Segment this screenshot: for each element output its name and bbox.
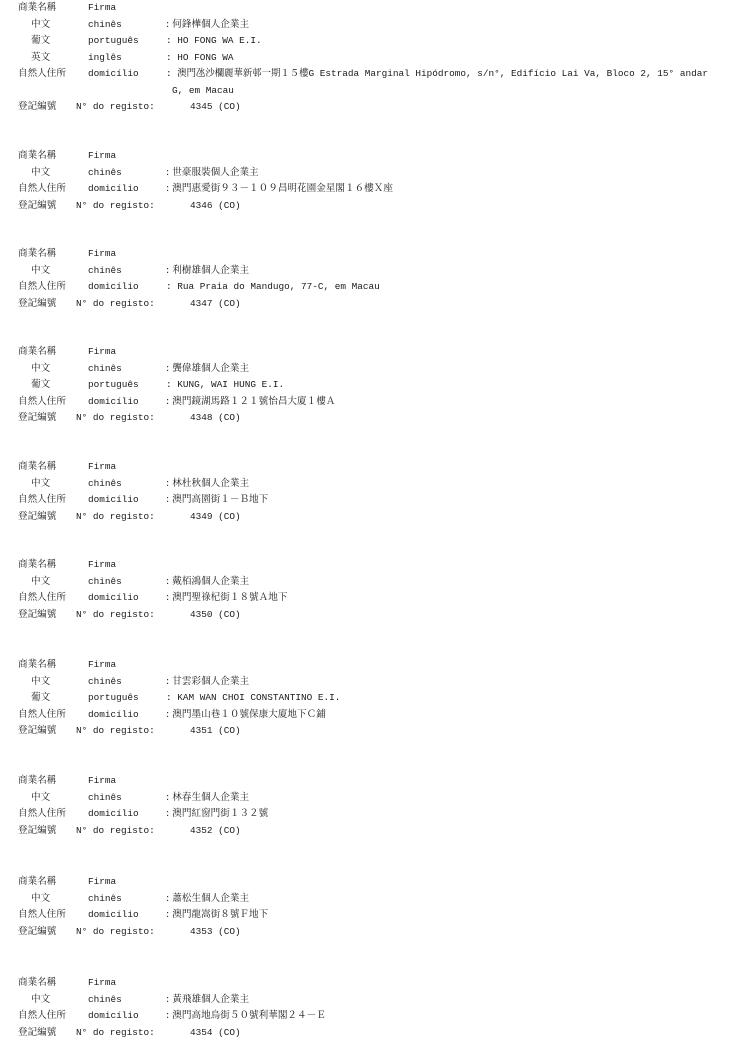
portuguese-label-pt: português — [88, 35, 139, 46]
chinese-label-zh: 中文 — [31, 675, 51, 687]
domicile-label-pt: domicílio — [88, 592, 139, 603]
domicile-label-zh: 自然人住所 — [18, 592, 66, 603]
registry-entry — [18, 459, 718, 525]
registry-number-value: 4349 (CO) — [190, 510, 241, 522]
chinese-label-pt: chinês — [88, 362, 122, 374]
chinese-label-zh: 中文 — [31, 892, 51, 904]
chinese-label-pt: chinês — [88, 892, 122, 904]
chinese-label-zh: 中文 — [31, 166, 51, 178]
domicile-label-pt: domicílio — [88, 183, 139, 194]
domicile-row — [18, 1008, 718, 1025]
trade-name-label-zh: 商業名稱 — [18, 876, 57, 887]
chinese-label-zh: 中文 — [31, 18, 51, 30]
registry-label-pt: N° do registo: — [76, 199, 155, 211]
trade-name-label-zh: 商業名稱 — [18, 659, 57, 670]
domicile-row — [18, 181, 718, 198]
portuguese-name-value: : HO FONG WA E.I. — [166, 35, 262, 46]
chinese-name-value: : 林春生個人企業主 — [166, 791, 250, 803]
domicile-label-zh: 自然人住所 — [18, 909, 66, 920]
domicile-label-pt: domicílio — [88, 808, 139, 819]
registry-label-pt: N° do registo: — [76, 297, 155, 309]
trade-name-label-pt: Firma — [88, 775, 117, 786]
portuguese-name-value: : KAM WAN CHOI CONSTANTINO E.I. — [166, 692, 341, 703]
trade-name-label-pt: Firma — [88, 461, 117, 472]
trade-name-label-zh: 商業名稱 — [18, 559, 57, 570]
registry-entry — [18, 246, 718, 312]
registry-label-zh: 登記編號 — [18, 412, 57, 423]
chinese-name-value: : 世豪服裝個人企業主 — [166, 166, 259, 178]
domicile-label-zh: 自然人住所 — [18, 494, 66, 505]
registry-label-zh: 登記編號 — [18, 725, 57, 736]
chinese-name-value: : 林杜秋個人企業主 — [166, 477, 250, 489]
domicile-label-zh: 自然人住所 — [18, 68, 66, 79]
registry-label-zh: 登記編號 — [18, 1026, 57, 1038]
portuguese-name-row — [18, 690, 718, 707]
trade-name-label-zh: 商業名稱 — [18, 775, 57, 786]
trade-name-label-pt: Firma — [88, 559, 117, 570]
registry-number-value: 4354 (CO) — [190, 1026, 241, 1038]
domicile-row — [18, 707, 718, 724]
domicile-label-pt: domicílio — [88, 494, 139, 505]
trade-name-label-zh: 商業名稱 — [18, 2, 57, 13]
english-label-zh: 英文 — [31, 51, 51, 63]
registry-label-pt: N° do registo: — [76, 608, 155, 620]
registry-number-value: 4352 (CO) — [190, 824, 241, 836]
registry-number-row — [18, 99, 718, 116]
registry-entry — [18, 874, 718, 940]
domicile-label-pt: domicílio — [88, 909, 139, 920]
domicile-value: : 澳門高地烏街５０號利華閣２４－Ｅ — [166, 1010, 326, 1021]
domicile-label-pt: domicílio — [88, 68, 139, 79]
chinese-label-pt: chinês — [88, 166, 122, 178]
trade-name-label-pt: Firma — [88, 248, 117, 259]
trade-name-header-row — [18, 148, 718, 165]
registry-number-value: 4350 (CO) — [190, 608, 241, 620]
registry-number-value: 4351 (CO) — [190, 725, 241, 736]
domicile-value: : 澳門高園街１－Ｂ地下 — [166, 494, 269, 505]
chinese-name-row — [18, 891, 718, 908]
registry-label-zh: 登記編號 — [18, 101, 57, 112]
chinese-label-zh: 中文 — [31, 575, 51, 587]
domicile-label-zh: 自然人住所 — [18, 1010, 66, 1021]
chinese-name-value: : 蕭松生個人企業主 — [166, 892, 250, 904]
chinese-label-pt: chinês — [88, 791, 122, 803]
trade-name-label-pt: Firma — [88, 2, 117, 13]
portuguese-label-pt: português — [88, 692, 139, 703]
registry-number-value: 4345 (CO) — [190, 101, 241, 112]
domicile-value: : 澳門龍嵩街８號Ｆ地下 — [166, 909, 269, 920]
portuguese-label-pt: português — [88, 379, 139, 390]
portuguese-label-zh: 葡文 — [31, 379, 51, 390]
registry-number-row — [18, 198, 718, 215]
chinese-name-row — [18, 674, 718, 691]
portuguese-label-zh: 葡文 — [31, 692, 51, 703]
trade-name-header-row — [18, 773, 718, 790]
registry-entry — [18, 657, 718, 740]
chinese-label-zh: 中文 — [31, 791, 51, 803]
english-name-value: : HO FONG WA — [166, 51, 234, 63]
registry-entry — [18, 0, 718, 116]
registry-number-row — [18, 723, 718, 740]
registry-label-zh: 登記編號 — [18, 925, 57, 937]
trade-name-label-zh: 商業名稱 — [18, 248, 57, 259]
trade-name-label-zh: 商業名稱 — [18, 150, 57, 161]
registry-label-pt: N° do registo: — [76, 1026, 155, 1038]
chinese-name-row — [18, 574, 718, 591]
registry-label-pt: N° do registo: — [76, 101, 155, 112]
chinese-name-row — [18, 361, 718, 378]
domicile-label-pt: domicílio — [88, 708, 139, 720]
chinese-name-value: : 甘雲彩個人企業主 — [166, 675, 250, 687]
trade-name-label-zh: 商業名稱 — [18, 346, 57, 357]
registry-number-row — [18, 1025, 718, 1042]
chinese-name-value: : 黃飛雄個人企業主 — [166, 993, 250, 1005]
chinese-name-value: : 戴栢鴻個人企業主 — [166, 575, 250, 587]
trade-name-header-row — [18, 246, 718, 263]
chinese-label-zh: 中文 — [31, 362, 51, 374]
portuguese-name-row — [18, 33, 718, 50]
chinese-name-value: : 龔偉雄個人企業主 — [166, 362, 250, 374]
registry-number-row — [18, 607, 718, 624]
trade-name-label-pt: Firma — [88, 876, 117, 887]
registry-label-pt: N° do registo: — [76, 725, 155, 736]
registry-label-zh: 登記編號 — [18, 510, 57, 522]
trade-name-header-row — [18, 975, 718, 992]
trade-name-label-pt: Firma — [88, 150, 117, 161]
chinese-label-pt: chinês — [88, 675, 122, 687]
registry-entry — [18, 344, 718, 427]
chinese-label-pt: chinês — [88, 264, 122, 276]
chinese-name-row — [18, 17, 718, 34]
chinese-label-zh: 中文 — [31, 993, 51, 1005]
domicile-label-zh: 自然人住所 — [18, 281, 66, 292]
domicile-label-zh: 自然人住所 — [18, 183, 66, 194]
domicile-value: : 澳門紅窗門街１３２號 — [166, 808, 269, 819]
registry-number-value: 4353 (CO) — [190, 925, 241, 937]
registry-label-zh: 登記編號 — [18, 199, 57, 211]
registry-entry — [18, 557, 718, 623]
portuguese-name-row — [18, 377, 718, 394]
domicile-label-pt: domicílio — [88, 395, 139, 407]
registry-label-zh: 登記編號 — [18, 824, 57, 836]
domicile-row — [18, 279, 718, 296]
trade-name-label-pt: Firma — [88, 659, 117, 670]
chinese-label-zh: 中文 — [31, 264, 51, 276]
registry-number-value: 4347 (CO) — [190, 297, 241, 309]
domicile-value: : Rua Praia do Mandugo, 77-C, em Macau — [166, 281, 380, 292]
registry-number-value: 4346 (CO) — [190, 199, 241, 211]
portuguese-name-value: : KUNG, WAI HUNG E.I. — [166, 379, 285, 390]
domicile-row — [18, 492, 718, 509]
domicile-label-pt: domicílio — [88, 1010, 139, 1021]
domicile-value: : 澳門鏡湖馬路１２１號怡昌大廈１樓Ａ — [166, 395, 336, 407]
trade-name-label-zh: 商業名稱 — [18, 461, 57, 472]
chinese-label-pt: chinês — [88, 477, 122, 489]
registry-label-pt: N° do registo: — [76, 510, 155, 522]
registry-number-row — [18, 823, 718, 840]
english-name-row — [18, 50, 718, 67]
trade-name-header-row — [18, 0, 718, 17]
registry-label-zh: 登記編號 — [18, 608, 57, 620]
trade-name-label-pt: Firma — [88, 977, 117, 988]
chinese-label-pt: chinês — [88, 575, 122, 587]
domicile-label-zh: 自然人住所 — [18, 395, 66, 407]
domicile-row — [18, 806, 718, 823]
domicile-label-pt: domicílio — [88, 281, 139, 292]
english-label-pt: inglês — [88, 51, 122, 63]
chinese-name-value: : 利樹雄個人企業主 — [166, 264, 250, 276]
domicile-row — [18, 394, 718, 411]
registry-entry — [18, 975, 718, 1041]
registry-label-pt: N° do registo: — [76, 824, 155, 836]
registry-label-pt: N° do registo: — [76, 412, 155, 423]
trade-name-header-row — [18, 874, 718, 891]
chinese-name-row — [18, 992, 718, 1009]
chinese-name-value: : 何鋒樺個人企業主 — [166, 18, 250, 30]
registry-entry — [18, 773, 718, 839]
registry-number-row — [18, 509, 718, 526]
domicile-row — [18, 907, 718, 924]
domicile-row — [18, 590, 718, 607]
trade-name-header-row — [18, 459, 718, 476]
registry-number-row — [18, 296, 718, 313]
registry-entry — [18, 148, 718, 214]
chinese-name-row — [18, 476, 718, 493]
domicile-value: : 澳門惠愛街９３－１０９昌明花園金星閣１６樓Ｘ座 — [166, 183, 393, 194]
domicile-label-zh: 自然人住所 — [18, 808, 66, 819]
domicile-value: : 澳門墨山巷１０號保康大廈地下Ｃ鋪 — [166, 708, 326, 720]
domicile-label-zh: 自然人住所 — [18, 708, 66, 720]
domicile-row — [18, 66, 718, 99]
chinese-label-zh: 中文 — [31, 477, 51, 489]
registry-label-pt: N° do registo: — [76, 925, 155, 937]
trade-name-label-pt: Firma — [88, 346, 117, 357]
chinese-label-pt: chinês — [88, 993, 122, 1005]
registry-label-zh: 登記編號 — [18, 297, 57, 309]
chinese-name-row — [18, 165, 718, 182]
portuguese-label-zh: 葡文 — [31, 35, 51, 46]
registry-number-row — [18, 410, 718, 427]
registry-number-value: 4348 (CO) — [190, 412, 241, 423]
domicile-value: : 澳門聖祿杞街１８號Ａ地下 — [166, 592, 288, 603]
domicile-value: : 澳門氹沙欄麗華新邨一期１５樓G Estrada Marginal Hipódromo, s/n°, Edifício Lai Va, Bloco 2, 15° andar G, em Macau — [166, 68, 708, 96]
chinese-name-row — [18, 790, 718, 807]
chinese-name-row — [18, 263, 718, 280]
registry-number-row — [18, 924, 718, 941]
trade-name-header-row — [18, 657, 718, 674]
chinese-label-pt: chinês — [88, 18, 122, 30]
trade-name-label-zh: 商業名稱 — [18, 977, 57, 988]
trade-name-header-row — [18, 557, 718, 574]
trade-name-header-row — [18, 344, 718, 361]
